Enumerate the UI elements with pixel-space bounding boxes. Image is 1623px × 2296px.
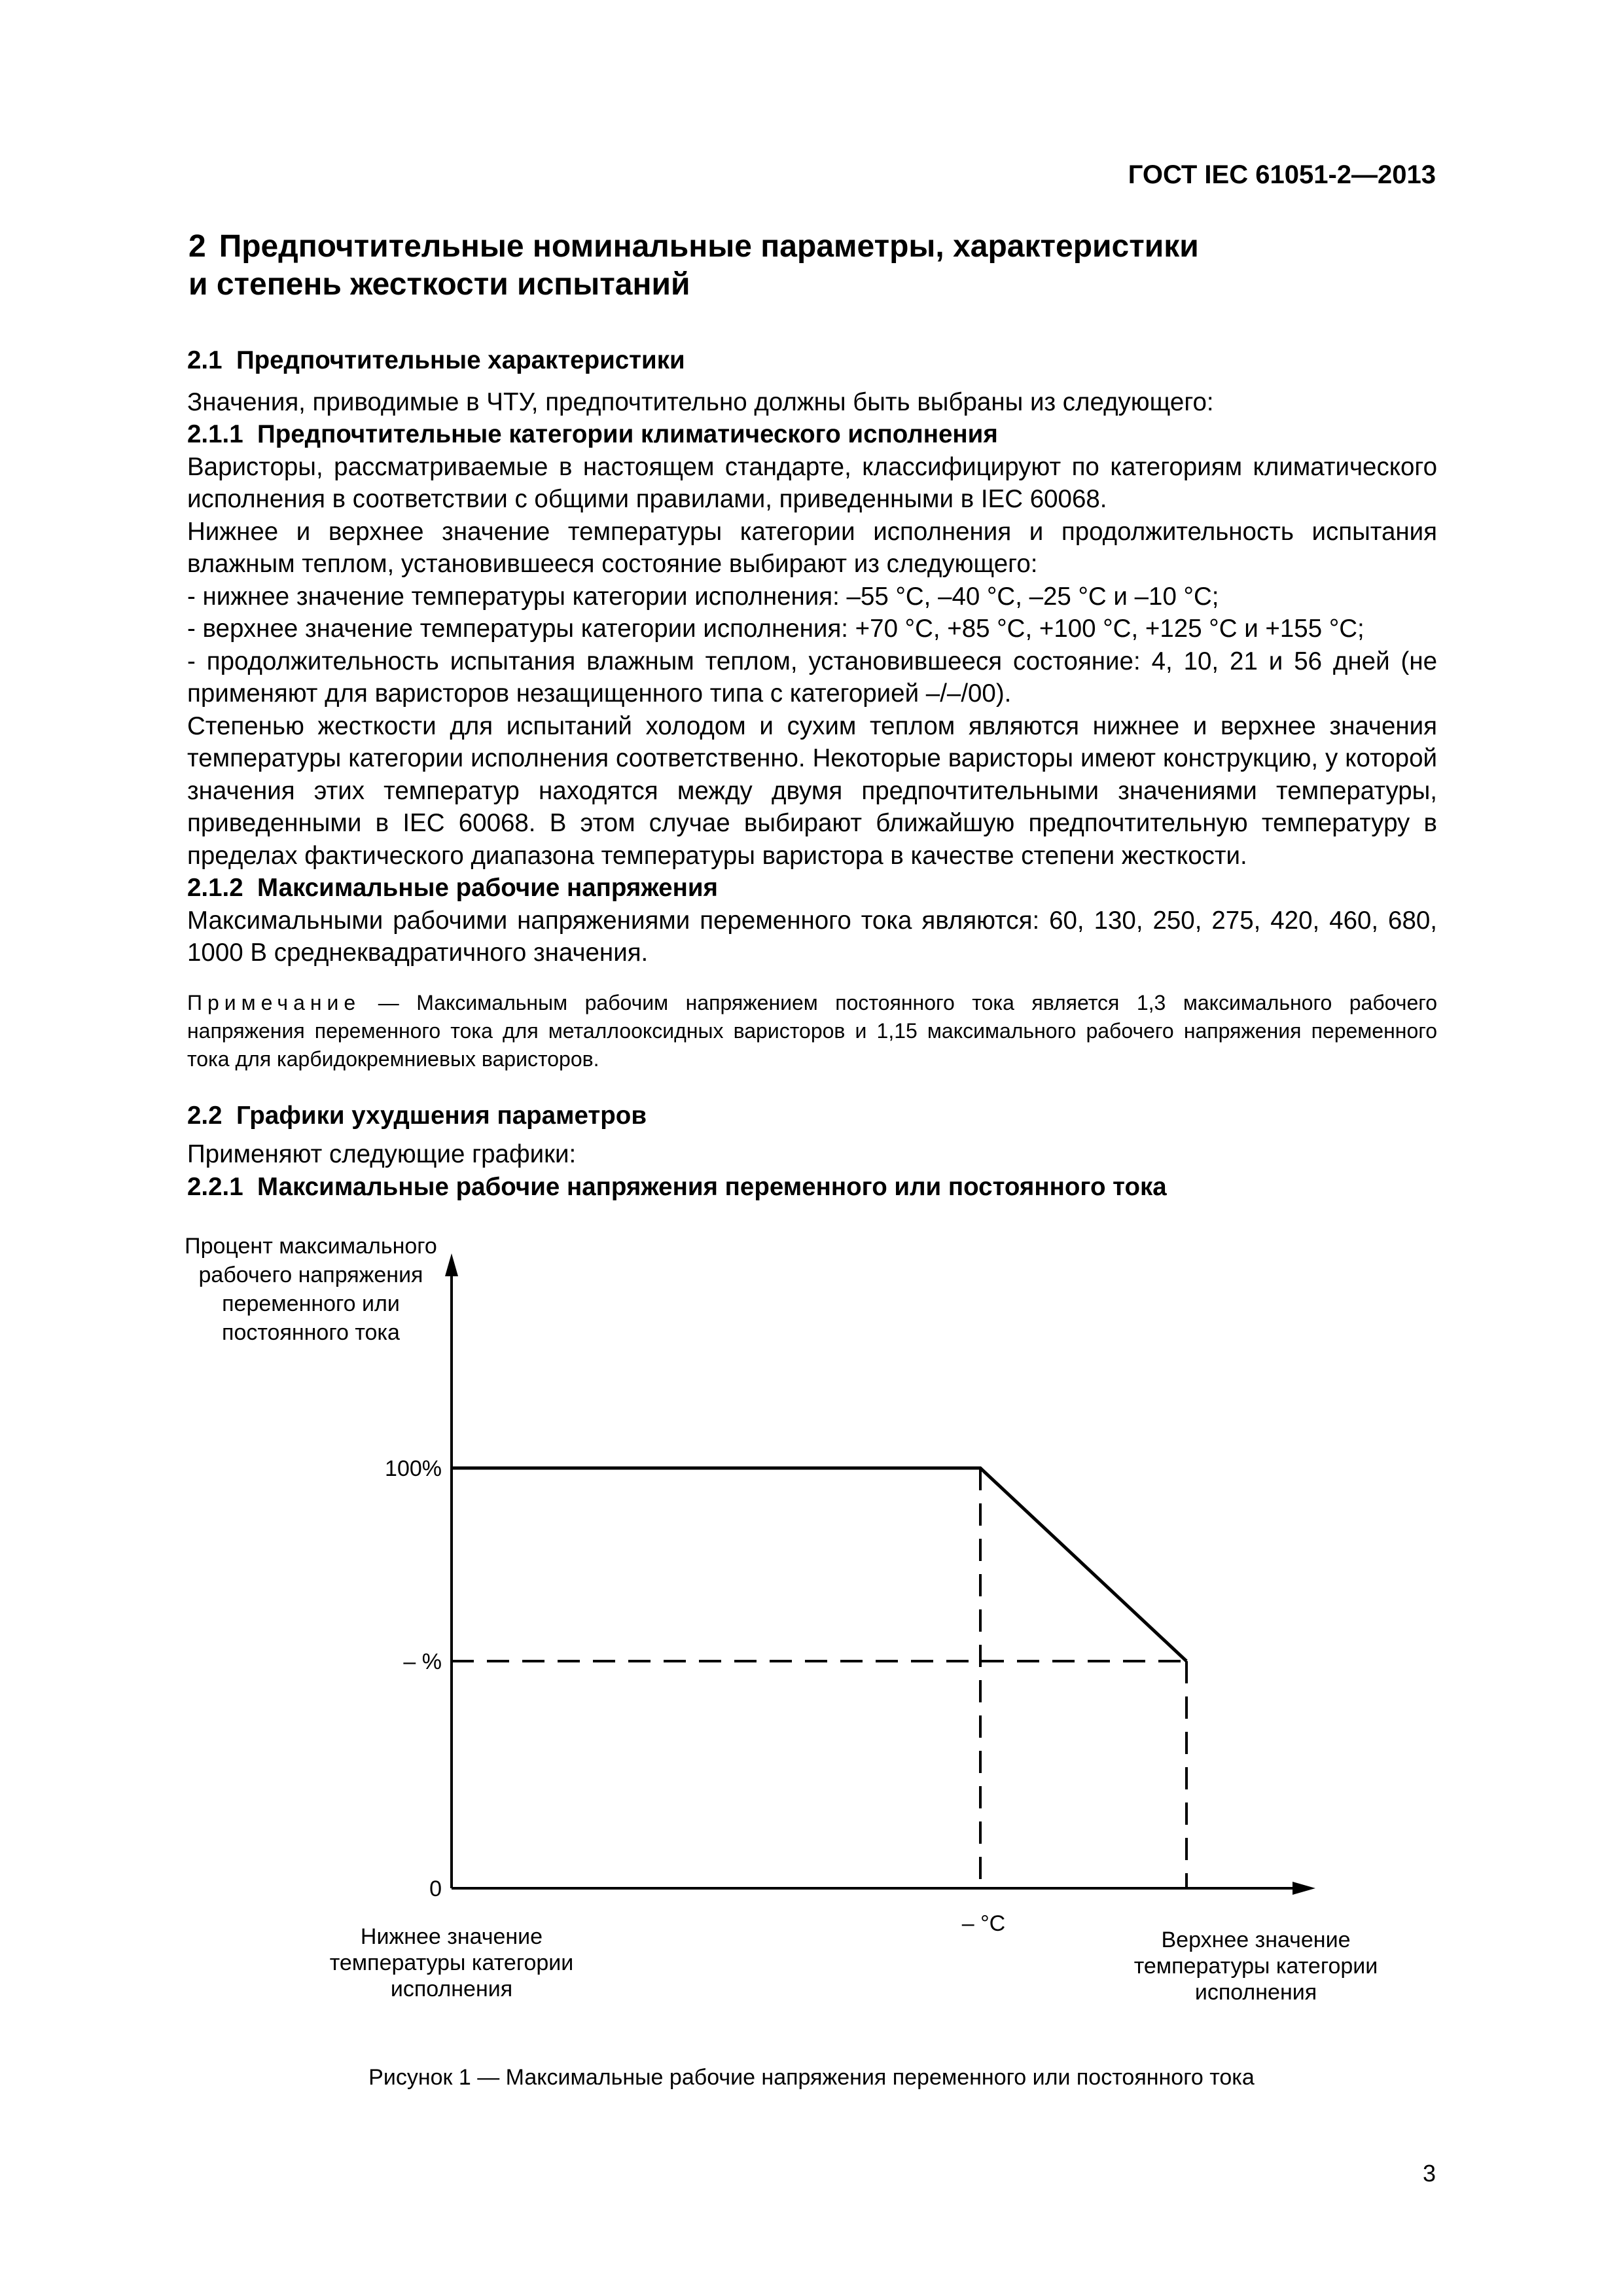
x-tick-label: – °С — [961, 1911, 1006, 1936]
paragraph-2-1-1-c: Степенью жесткости для испытаний холодом и сухим теплом являются нижнее и верхнее значения температуры категории исполнения соответственно. Некоторые варисторы имеют конструкцию, у которой значения этих температур находятся между двумя предпочтительными значениями температуры, приведенными в IEC 60068. В этом случае выбирают ближайшую предпочтительную температуру в пределах фактического диапазона температуры варистора в качестве степени жесткости. — [187, 711, 1437, 870]
x-axis-arrow — [1293, 1882, 1315, 1895]
paragraph-2-2-intro: Применяют следующие графики: — [187, 1140, 577, 1168]
note — [187, 989, 1437, 1073]
section-number: 2 — [188, 229, 206, 264]
y-axis-label-line: переменного или — [222, 1291, 400, 1316]
y-tick-label: 100% — [385, 1456, 442, 1481]
heading-2-2-number: 2.2 — [187, 1101, 223, 1130]
x-right-label-line: исполнения — [1194, 1980, 1317, 2005]
section-title-line2: и степень жесткости испытаний — [188, 267, 690, 302]
x-left-label-line: Нижнее значение — [360, 1924, 543, 1949]
paragraph-2-1-intro-text: Значения, приводимые в ЧТУ, предпочтительно должны быть выбраны из следующего: — [187, 387, 1214, 416]
paragraph-2-1-1-a: Варисторы, рассматриваемые в настоящем стандарте, классифицируют по категориям климатического исполнения в соответствии с общими правилами, приведенными в IEC 60068. — [187, 452, 1437, 513]
heading-2-1 — [187, 344, 1437, 377]
standard-code: ГОСТ IEC 61051-2—2013 — [1128, 160, 1436, 189]
note-label: Примечание — [187, 990, 361, 1014]
y-tick-label: – % — [403, 1649, 442, 1674]
heading-2-1-1-number: 2.1.1 — [187, 420, 243, 448]
figure-caption: Рисунок 1 — Максимальные рабочие напряжения переменного или постоянного тока — [368, 2065, 1255, 2090]
series-line — [452, 1468, 1186, 1661]
x-right-label-line: температуры категории — [1133, 1954, 1378, 1979]
x-right-label-line: Верхнее значение — [1161, 1928, 1351, 1952]
heading-2-1-2 — [187, 872, 1437, 905]
heading-2-2-1-title: Максимальные рабочие напряжения переменного или постоянного тока — [257, 1172, 1167, 1201]
y-tick-label: 0 — [429, 1876, 442, 1901]
note-text: — Максимальным рабочим напряжением постоянного тока является 1,3 максимального рабочего напряжения переменного тока для металлооксидных варисторов и 1,15 максимального рабочего напряжения переменного тока для карбидокремниевых варисторов. — [187, 990, 1437, 1071]
heading-2-2-1 — [187, 1171, 1437, 1204]
body-text — [187, 344, 1437, 1203]
list-item-lower-temp: - нижнее значение температуры категории исполнения: –55 °С, –40 °С, –25 °С и –10 °С; — [187, 582, 1219, 611]
heading-2-1-2-title: Максимальные рабочие напряжения — [257, 874, 718, 902]
paragraph-2-1-2: Максимальными рабочими напряжениями переменного тока являются: 60, 130, 250, 275, 420, 460, 680, 1000 В среднеквадратичного значения. — [187, 906, 1437, 967]
page-number: 3 — [1422, 2160, 1436, 2187]
heading-2-2-1-number: 2.2.1 — [187, 1172, 243, 1201]
heading-2-1-number: 2.1 — [187, 346, 223, 374]
y-axis-label-line: рабочего напряжения — [198, 1263, 423, 1287]
list-item-damp-heat: - продолжительность испытания влажным теплом, установившееся состояние: 4, 10, 21 и 56 дней (не применяют для варисторов незащищенного типа с категорией –/–/00). — [187, 647, 1437, 708]
heading-2-1-title: Предпочтительные характеристики — [236, 346, 685, 374]
paragraph-2-1-intro — [187, 386, 1437, 419]
heading-2-1-1-title: Предпочтительные категории климатического исполнения — [257, 420, 998, 448]
x-left-label-line: температуры категории — [329, 1950, 574, 1975]
heading-2-2 — [187, 1100, 1437, 1132]
x-left-label-line: исполнения — [390, 1977, 513, 2001]
section-title-line1: Предпочтительные номинальные параметры, характеристики — [219, 229, 1199, 264]
heading-2-1-1 — [187, 418, 1437, 451]
y-axis-label-line: Процент максимального — [185, 1234, 437, 1259]
heading-2-2-title: Графики ухудшения параметров — [236, 1101, 647, 1130]
heading-2-1-2-number: 2.1.2 — [187, 874, 243, 902]
y-axis-arrow — [445, 1253, 458, 1276]
paragraph-2-1-1-b: Нижнее и верхнее значение температуры категории исполнения и продолжительность испытания влажным теплом, установившееся состояние выбирают из следующего: — [187, 517, 1437, 578]
y-axis-label-line: постоянного тока — [222, 1320, 400, 1345]
section-heading — [188, 228, 1432, 304]
list-item-upper-temp: - верхнее значение температуры категории исполнения: +70 °С, +85 °С, +100 °С, +125 °С и +155 °С; — [187, 615, 1364, 643]
